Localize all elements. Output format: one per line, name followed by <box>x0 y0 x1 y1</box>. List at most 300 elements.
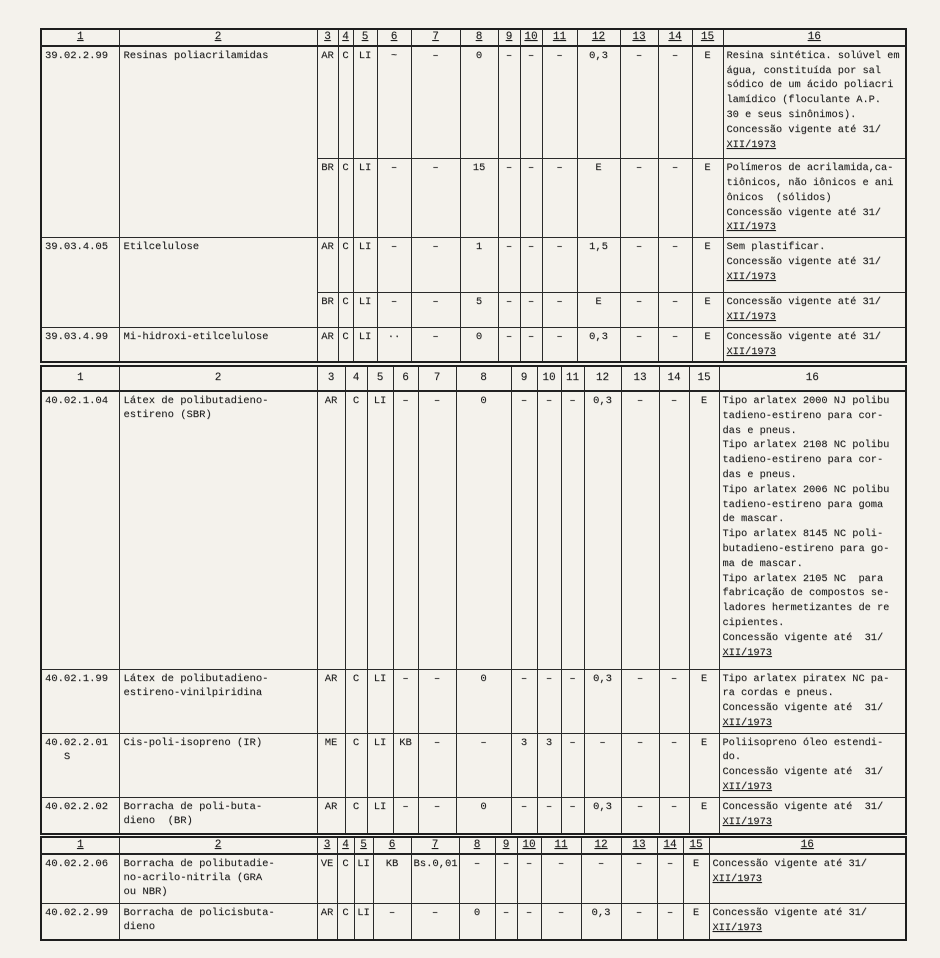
value-cell <box>498 238 520 293</box>
text-line: – <box>636 736 644 749</box>
table-row <box>41 797 906 834</box>
text-line: 16 <box>805 372 819 385</box>
description-cell <box>119 669 317 733</box>
text-line: E <box>692 907 700 920</box>
code-cell <box>41 797 119 834</box>
text-line: 4 <box>352 372 360 385</box>
text-line: – <box>557 907 565 920</box>
value-cell <box>338 327 353 362</box>
value-cell <box>621 669 659 733</box>
column-header <box>459 837 495 854</box>
text-line: 6 <box>390 31 398 43</box>
value-cell <box>377 46 411 159</box>
text-line: – <box>527 296 535 309</box>
text-line: 15 <box>689 839 703 851</box>
text-line: 0,3 <box>593 800 612 813</box>
value-cell <box>337 854 354 904</box>
text-line: 9 <box>502 839 510 851</box>
text-line: – <box>388 907 396 920</box>
observation-cell <box>719 797 906 834</box>
column-header <box>689 366 719 391</box>
text-line: – <box>556 49 563 62</box>
description-cell <box>119 733 317 797</box>
text-line: – <box>502 857 510 870</box>
value-cell <box>542 159 577 238</box>
table-row <box>41 327 906 362</box>
text-line: C <box>342 241 349 254</box>
text-line: 3 <box>545 736 553 749</box>
text-line: LI <box>373 395 387 407</box>
value-cell <box>692 238 723 293</box>
value-cell <box>354 904 373 940</box>
text-line: 9 <box>520 372 528 385</box>
text-line: – <box>635 49 643 62</box>
value-cell <box>377 293 411 328</box>
column-header <box>337 837 354 854</box>
table-block-latex-rubbers <box>40 365 907 835</box>
text-line: E <box>704 241 711 254</box>
column-header <box>41 366 119 391</box>
text-line: 13 <box>632 31 646 43</box>
text-line: XII/1973 <box>726 311 776 324</box>
text-line: AR <box>321 49 334 62</box>
text-line: – <box>527 49 535 62</box>
text-line: XII/1973 <box>726 270 776 283</box>
text-line: Borracha de polibutadie- <box>123 857 275 870</box>
text-line: 16 <box>800 839 814 851</box>
text-line: LI <box>373 736 387 749</box>
value-cell <box>620 238 658 293</box>
text-line: – <box>557 857 565 870</box>
text-line: LI <box>357 907 370 920</box>
value-cell <box>317 391 345 669</box>
text-line: C <box>342 857 349 870</box>
text-line: Poliisopreno óleo estendi- <box>722 736 884 749</box>
text-line: 5 <box>361 31 369 43</box>
text-line: E <box>700 800 708 813</box>
text-line: – <box>390 296 398 309</box>
text-line: – <box>545 672 553 685</box>
text-line: das e pneus. <box>722 468 797 481</box>
text-line: 14 <box>667 372 681 385</box>
text-line: E <box>704 330 711 343</box>
value-cell <box>542 327 577 362</box>
text-line: – <box>670 800 678 813</box>
text-line: E <box>692 857 700 870</box>
text-line: – <box>527 162 535 175</box>
text-line: – <box>505 241 513 254</box>
text-line: AR <box>321 330 334 343</box>
observation-cell <box>719 391 906 669</box>
text-line: – <box>635 907 643 920</box>
text-line: 10 <box>522 839 536 851</box>
value-cell <box>542 238 577 293</box>
text-line: – <box>545 800 553 813</box>
observation-cell <box>719 669 906 733</box>
text-line: sódico de um ácido poliacri <box>726 79 894 92</box>
text-line: – <box>433 672 441 685</box>
column-header <box>317 29 338 46</box>
column-header <box>41 29 119 46</box>
text-line: LI <box>358 296 372 309</box>
text-line: – <box>505 162 513 175</box>
value-cell <box>658 238 692 293</box>
text-line: 12 <box>594 839 608 851</box>
value-cell <box>658 46 692 159</box>
text-line: 40.02.2.02 <box>45 800 109 813</box>
text-line: 0 <box>480 395 487 407</box>
value-cell <box>621 854 657 904</box>
text-line: C <box>352 800 360 813</box>
value-cell <box>345 797 367 834</box>
value-cell <box>517 854 541 904</box>
value-cell <box>620 293 658 328</box>
text-line: Látex de polibutadieno- <box>123 672 269 685</box>
table-row <box>41 238 906 293</box>
tariff-table-codes-40-part2 <box>40 836 907 941</box>
value-cell <box>367 733 393 797</box>
text-line: Polímeros de acrilamida,ca- <box>726 162 894 175</box>
value-cell <box>459 854 495 904</box>
value-cell <box>377 327 411 362</box>
observation-cell <box>723 46 906 159</box>
text-line: – <box>432 49 439 62</box>
value-cell <box>460 159 498 238</box>
text-line: 7 <box>433 372 441 385</box>
text-line: – <box>556 330 563 343</box>
observation-cell <box>723 159 906 238</box>
text-line: – <box>666 907 674 920</box>
value-cell <box>338 238 353 293</box>
observation-cell <box>723 293 906 328</box>
value-cell <box>689 797 719 834</box>
value-cell <box>353 327 377 362</box>
text-line: Concessão vigente até 31/ <box>712 907 867 920</box>
text-line: E <box>704 296 711 309</box>
text-line: E <box>595 296 602 309</box>
value-cell <box>373 904 411 940</box>
value-cell <box>537 797 561 834</box>
value-cell <box>537 669 561 733</box>
text-line: – <box>505 330 513 343</box>
text-line: ~ <box>390 49 398 62</box>
text-line: Concessão vigente até 31/ <box>722 800 884 813</box>
text-line: – <box>671 330 679 343</box>
text-line: tadieno-estireno para cor- <box>722 409 884 422</box>
value-cell <box>317 854 337 904</box>
column-header <box>537 366 561 391</box>
value-cell <box>561 669 584 733</box>
text-line: 5 <box>475 296 483 309</box>
text-line: – <box>402 672 409 685</box>
column-header <box>353 29 377 46</box>
value-cell <box>659 669 689 733</box>
value-cell <box>692 293 723 328</box>
text-line: 5 <box>376 372 384 385</box>
text-line: água, constituída por sal <box>726 64 881 77</box>
text-line: Borracha de policisbuta- <box>123 907 275 920</box>
description-cell <box>119 327 317 362</box>
text-line: 0 <box>480 800 487 813</box>
text-line: – <box>556 162 563 175</box>
value-cell <box>657 854 683 904</box>
code-cell <box>41 238 119 328</box>
value-cell <box>411 46 460 159</box>
text-line: – <box>636 800 644 813</box>
value-cell <box>658 159 692 238</box>
text-line: E <box>700 736 708 749</box>
column-header <box>460 29 498 46</box>
text-line: C <box>342 162 349 175</box>
text-line: XII/1973 <box>722 781 772 794</box>
text-line: – <box>671 162 679 175</box>
text-line: Tipo arlatex piratex NC pa- <box>722 672 890 685</box>
text-line: 40.02.2.01 <box>45 736 109 749</box>
text-line: Concessão vigente até 31/ <box>722 766 884 779</box>
value-cell <box>520 238 542 293</box>
text-line: 1 <box>475 241 483 254</box>
text-line: 11 <box>554 839 568 851</box>
value-cell <box>411 293 460 328</box>
text-line: XII/1973 <box>712 922 762 935</box>
text-line: E <box>704 49 711 62</box>
value-cell <box>520 293 542 328</box>
text-line: C <box>342 296 349 309</box>
value-cell <box>621 733 659 797</box>
text-line: 7 <box>432 31 439 43</box>
text-line: AR <box>321 241 334 254</box>
text-line: 15 <box>472 162 486 175</box>
table-row <box>41 669 906 733</box>
column-header <box>119 366 317 391</box>
observation-cell <box>709 904 906 940</box>
text-line: – <box>569 395 576 407</box>
tariff-table-codes-39 <box>40 28 907 363</box>
text-line: 9 <box>505 31 513 43</box>
text-line: LI <box>357 857 370 870</box>
column-header <box>119 837 317 854</box>
text-line: – <box>671 49 679 62</box>
value-cell <box>542 293 577 328</box>
text-line: LI <box>358 49 372 62</box>
value-cell <box>511 733 537 797</box>
value-cell <box>317 293 338 328</box>
value-cell <box>411 327 460 362</box>
text-line: 14 <box>663 839 677 851</box>
text-line: Tipo arlatex 2006 NC polibu <box>722 483 890 496</box>
text-line: Concessão vigente até 31/ <box>712 857 867 870</box>
description-cell <box>119 854 317 904</box>
text-line: C <box>342 907 349 920</box>
value-cell <box>418 391 456 669</box>
value-cell <box>621 797 659 834</box>
text-line: – <box>433 395 441 407</box>
text-line: XII/1973 <box>726 345 776 358</box>
value-cell <box>498 46 520 159</box>
column-header <box>723 29 906 46</box>
text-line: – <box>390 241 398 254</box>
text-line: do. <box>722 751 742 764</box>
column-header <box>498 29 520 46</box>
table-row <box>41 46 906 159</box>
text-line: butadieno-estireno para go- <box>722 542 890 555</box>
text-line: – <box>402 395 409 407</box>
value-cell <box>353 46 377 159</box>
text-line: – <box>432 296 439 309</box>
value-cell <box>460 238 498 293</box>
text-line: E <box>595 162 602 175</box>
value-cell <box>584 669 621 733</box>
value-cell <box>511 669 537 733</box>
text-line: Concessão vigente até 31/ <box>722 631 884 644</box>
text-line: 40.02.1.04 <box>45 395 109 407</box>
text-line: 7 <box>431 839 439 851</box>
text-line: – <box>527 241 535 254</box>
text-line: 16 <box>807 31 821 43</box>
text-line: – <box>597 857 605 870</box>
text-line: 12 <box>591 31 606 43</box>
value-cell <box>541 904 581 940</box>
value-cell <box>411 159 460 238</box>
value-cell <box>498 293 520 328</box>
text-line: tadieno-estireno para goma <box>722 498 884 511</box>
text-line: 15 <box>700 31 715 43</box>
value-cell <box>498 327 520 362</box>
text-line: 11 <box>565 372 580 385</box>
text-line: 3 <box>323 839 331 851</box>
text-line: C <box>352 736 360 749</box>
text-line: 8 <box>475 31 483 43</box>
value-cell <box>577 293 620 328</box>
text-line: – <box>520 395 528 407</box>
text-line: XII/1973 <box>722 646 772 659</box>
value-cell <box>418 797 456 834</box>
table-row <box>41 904 906 940</box>
column-header <box>377 29 411 46</box>
text-line: – <box>545 395 553 407</box>
value-cell <box>517 904 541 940</box>
value-cell <box>541 854 581 904</box>
text-line: 1 <box>76 839 84 851</box>
text-line: Concessão vigente até 31/ <box>726 296 881 309</box>
text-line: Etilcelulose <box>123 241 200 254</box>
value-cell <box>460 293 498 328</box>
text-line: – <box>569 736 576 749</box>
text-line: 2 <box>214 372 222 385</box>
text-line: 0,3 <box>589 330 608 343</box>
text-line: AR <box>324 395 338 407</box>
column-header <box>520 29 542 46</box>
value-cell <box>418 669 456 733</box>
text-line: 0,3 <box>593 672 612 685</box>
value-cell <box>689 391 719 669</box>
text-line: lamídico (floculante A.P. <box>726 94 881 107</box>
column-header <box>41 837 119 854</box>
table-row <box>41 733 906 797</box>
value-cell <box>537 391 561 669</box>
value-cell <box>584 797 621 834</box>
text-line: Concessão vigente até 31/ <box>722 702 884 715</box>
value-cell <box>683 904 709 940</box>
value-cell <box>393 391 418 669</box>
text-line: estireno (SBR) <box>123 409 212 421</box>
value-cell <box>317 327 338 362</box>
column-header <box>542 29 577 46</box>
column-header <box>317 837 337 854</box>
value-cell <box>456 733 511 797</box>
value-cell <box>498 159 520 238</box>
value-cell <box>577 238 620 293</box>
text-line: ladores hermetizantes de re <box>722 602 890 615</box>
text-line: – <box>432 241 439 254</box>
text-line: 13 <box>633 372 647 385</box>
value-cell <box>367 797 393 834</box>
text-line: Cis-poli-isopreno (IR) <box>123 736 263 749</box>
text-line: 39.03.4.99 <box>45 330 109 343</box>
value-cell <box>353 238 377 293</box>
text-line: – <box>671 296 679 309</box>
text-line: – <box>635 330 643 343</box>
text-line: 40.02.1.99 <box>45 672 109 685</box>
value-cell <box>459 904 495 940</box>
text-line: E <box>700 395 708 407</box>
text-line: C <box>342 330 349 343</box>
value-cell <box>659 797 689 834</box>
column-header <box>692 29 723 46</box>
code-cell <box>41 669 119 733</box>
value-cell <box>456 391 511 669</box>
value-cell <box>658 327 692 362</box>
column-header <box>418 366 456 391</box>
text-line: dieno <box>123 921 156 934</box>
code-cell <box>41 46 119 238</box>
column-header <box>709 837 906 854</box>
text-line: tadieno-estireno para cor- <box>722 454 884 467</box>
value-cell <box>317 46 338 159</box>
column-header <box>620 29 658 46</box>
value-cell <box>561 797 584 834</box>
text-line: Tipo arlatex 2000 NJ polibu <box>722 395 890 407</box>
text-line: C <box>352 672 360 685</box>
text-line: 0 <box>473 907 481 920</box>
column-header <box>561 366 584 391</box>
text-line: tiônicos, não iônicos e ani <box>726 177 894 190</box>
table-block-resins <box>40 28 907 363</box>
text-line: – <box>432 162 439 175</box>
text-line: ·· <box>387 330 401 343</box>
text-line: 10 <box>524 31 538 43</box>
code-cell <box>41 327 119 362</box>
value-cell <box>418 733 456 797</box>
text-line: ma de mascar. <box>722 557 803 570</box>
value-cell <box>621 904 657 940</box>
text-line: – <box>502 907 510 920</box>
value-cell <box>689 733 719 797</box>
text-line: estireno-vinilpiridina <box>123 686 263 699</box>
value-cell <box>537 733 561 797</box>
value-cell <box>460 327 498 362</box>
value-cell <box>584 391 621 669</box>
text-line: – <box>666 857 674 870</box>
code-cell <box>41 733 119 797</box>
column-header <box>584 366 621 391</box>
column-header <box>683 837 709 854</box>
column-header <box>621 837 657 854</box>
text-line: – <box>433 800 441 813</box>
text-line: – <box>636 395 644 407</box>
observation-cell <box>709 854 906 904</box>
text-line: Borracha de poli-buta- <box>123 800 263 813</box>
